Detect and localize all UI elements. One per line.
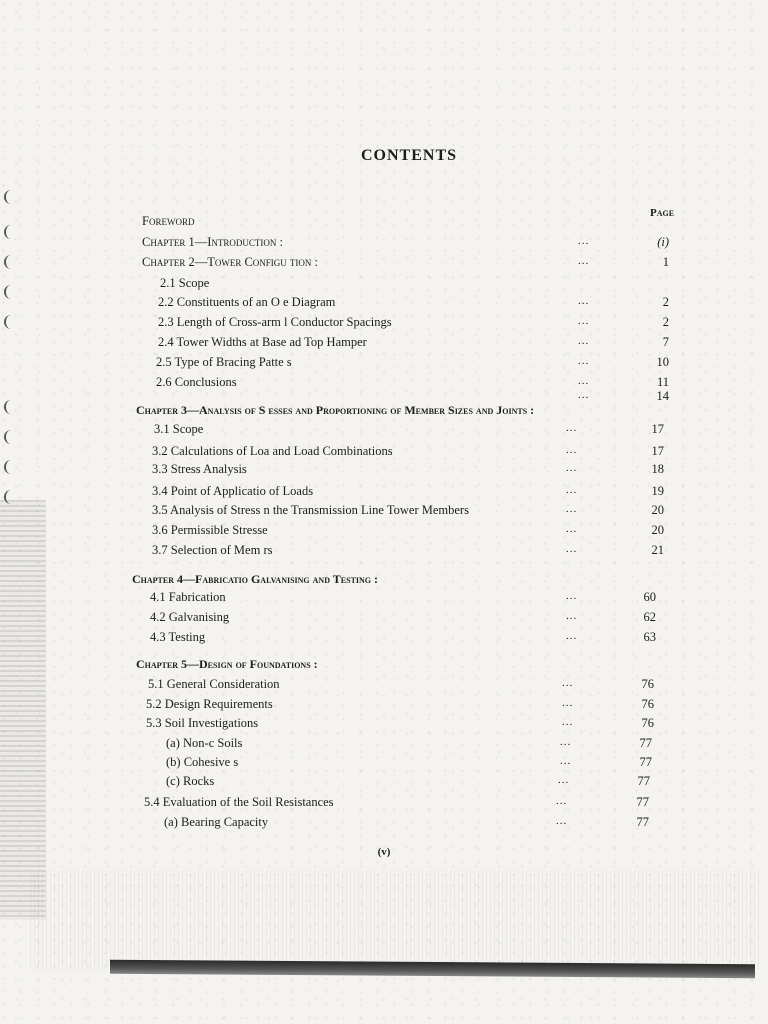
toc-entry-leader: ... [578,389,590,401]
page-title: CONTENTS [360,147,458,164]
toc-entry-leader: ... [566,444,578,456]
toc-entry-leader: ... [566,503,578,515]
toc-entry-page: 11 [656,375,669,389]
toc-entry-label: Chapter 1—Introduction : [142,235,283,249]
toc-entry-label: (b) Cohesive s [166,755,239,769]
toc-entry-label: 5.3 Soil Investigations [146,716,259,730]
toc-entry [0,355,768,373]
toc-entry-page: 7 [662,335,669,349]
toc-entry [0,815,768,833]
toc-entry [0,235,768,253]
toc-entry-label: 2.5 Type of Bracing Patte s [156,355,292,369]
toc-entry-leader: ... [578,255,590,267]
toc-entry-label: 3.3 Stress Analysis [152,462,247,476]
toc-entry [0,214,768,232]
toc-entry-page: 76 [641,677,654,691]
toc-entry [0,755,768,773]
toc-entry [0,295,768,313]
toc-entry [0,572,768,590]
toc-entry-page: 20 [651,503,664,517]
toc-entry-page: (i) [657,235,669,249]
toc-entry [0,276,768,294]
toc-entry-page: 60 [643,590,656,604]
toc-entry-page: 2 [662,295,669,309]
toc-entry-leader: ... [578,295,590,307]
toc-entry [0,774,768,792]
toc-entry-label: 3.6 Permissible Stresse [152,523,268,537]
toc-entry-page: 77 [639,755,652,769]
toc-entry [0,335,768,353]
toc-entry-leader: ... [578,315,590,327]
toc-entry-page: 77 [637,774,650,788]
toc-entry-label: 3.7 Selection of Mem rs [152,543,273,557]
toc-entry-page: 76 [641,716,654,730]
toc-entry-page: 1 [662,255,669,269]
toc-entry-page: 14 [656,389,669,403]
toc-entry-leader: ... [566,543,578,555]
toc-entry-label: (c) Rocks [166,774,215,788]
toc-entry-label: 2.3 Length of Cross-arm l Conductor Spacings [158,315,392,329]
toc-entry-label: 3.5 Analysis of Stress n the Transmission Line Tower Members [152,503,469,517]
toc-entry-page: 18 [651,462,664,476]
toc-entry-label: 2.2 Constituents of an O e Diagram [158,295,336,309]
toc-entry-label: (a) Non-c Soils [166,736,243,750]
toc-entry [0,590,768,608]
toc-entry-page: 17 [651,422,664,436]
toc-entry [0,697,768,715]
toc-entry-leader: ... [566,484,578,496]
toc-entry-label: 5.4 Evaluation of the Soil Resistances [144,795,334,809]
toc-entry [0,444,768,462]
toc-entry-label: 5.1 General Consideration [148,677,280,691]
toc-entry-page: 19 [651,484,664,498]
toc-entry-page: 20 [651,523,664,537]
toc-entry-leader: ... [566,462,578,474]
toc-entry-leader: ... [556,795,568,807]
toc-entry-label: 2.1 Scope [160,276,210,290]
toc-entry-page: 2 [662,315,669,329]
toc-entry-label: Chapter 3—Analysis of S esses and Proportioning of Member Sizes and Joints : [136,403,535,417]
toc-entry-leader: ... [578,335,590,347]
toc-entry-page: 77 [639,736,652,750]
toc-entry-label: 3.2 Calculations of Loa and Load Combinations [152,444,393,458]
toc-entry-page: 62 [643,610,656,624]
toc-entry-leader: ... [566,422,578,434]
toc-entry-label: 4.2 Galvanising [150,610,230,624]
toc-entry-label: Chapter 2—Tower Configu tion : [142,255,319,269]
toc-entry-page: 10 [656,355,669,369]
toc-entry-leader: ... [566,523,578,535]
scan-bottom-noise [30,870,760,970]
toc-entry-leader: ... [562,677,574,689]
punch-hole-mark [4,190,18,204]
toc-entry [0,610,768,628]
toc-entry-page: 77 [636,815,649,829]
toc-entry [0,736,768,754]
toc-entry-page: 17 [651,444,664,458]
toc-entry-leader: ... [578,235,590,247]
toc-entry [0,543,768,561]
toc-entry [0,462,768,480]
toc-entry-leader: ... [562,697,574,709]
toc-entry-label: 2.6 Conclusions [156,375,237,389]
toc-entry [0,422,768,440]
toc-entry-page: 76 [641,697,654,711]
toc-entry [0,677,768,695]
toc-entry-leader: ... [558,774,570,786]
toc-entry-page: 63 [643,630,656,644]
toc-entry [0,523,768,541]
toc-entry-label: 4.3 Testing [150,630,206,644]
toc-entry-label: 5.2 Design Requirements [146,697,273,711]
toc-entry-leader: ... [566,610,578,622]
toc-entry [0,716,768,734]
toc-entry-leader: ... [578,355,590,367]
toc-entry-label: Foreword [142,214,195,228]
toc-entry-label: 3.4 Point of Applicatio of Loads [152,484,314,498]
toc-entry-label: 4.1 Fabrication [150,590,226,604]
toc-entry-page: 21 [651,543,664,557]
toc-entry [0,484,768,502]
toc-entry [0,657,768,675]
toc-entry-label: 2.4 Tower Widths at Base ad Top Hamper [158,335,367,349]
toc-entry-page: 77 [636,795,649,809]
toc-entry-leader: ... [578,375,590,387]
toc-entry [0,315,768,333]
toc-entry-leader: ... [562,716,574,728]
toc-entry-leader: ... [560,755,572,767]
toc-entry [0,255,768,273]
toc-entry-leader: ... [566,590,578,602]
footer-page-number: (v) [377,846,391,858]
toc-entry-label: Chapter 5—Design of Foundations : [136,657,318,671]
toc-entry-label: Chapter 4—Fabricatio Galvanising and Testing : [132,572,379,586]
toc-entry [0,630,768,648]
toc-entry-label: (a) Bearing Capacity [164,815,269,829]
page-column-header: Page [650,207,675,219]
toc-entry-leader: ... [556,815,568,827]
toc-entry-leader: ... [566,630,578,642]
toc-entry-leader: ... [560,736,572,748]
toc-entry [0,403,768,421]
toc-entry [0,795,768,813]
toc-entry [0,503,768,521]
toc-entry-label: 3.1 Scope [154,422,204,436]
